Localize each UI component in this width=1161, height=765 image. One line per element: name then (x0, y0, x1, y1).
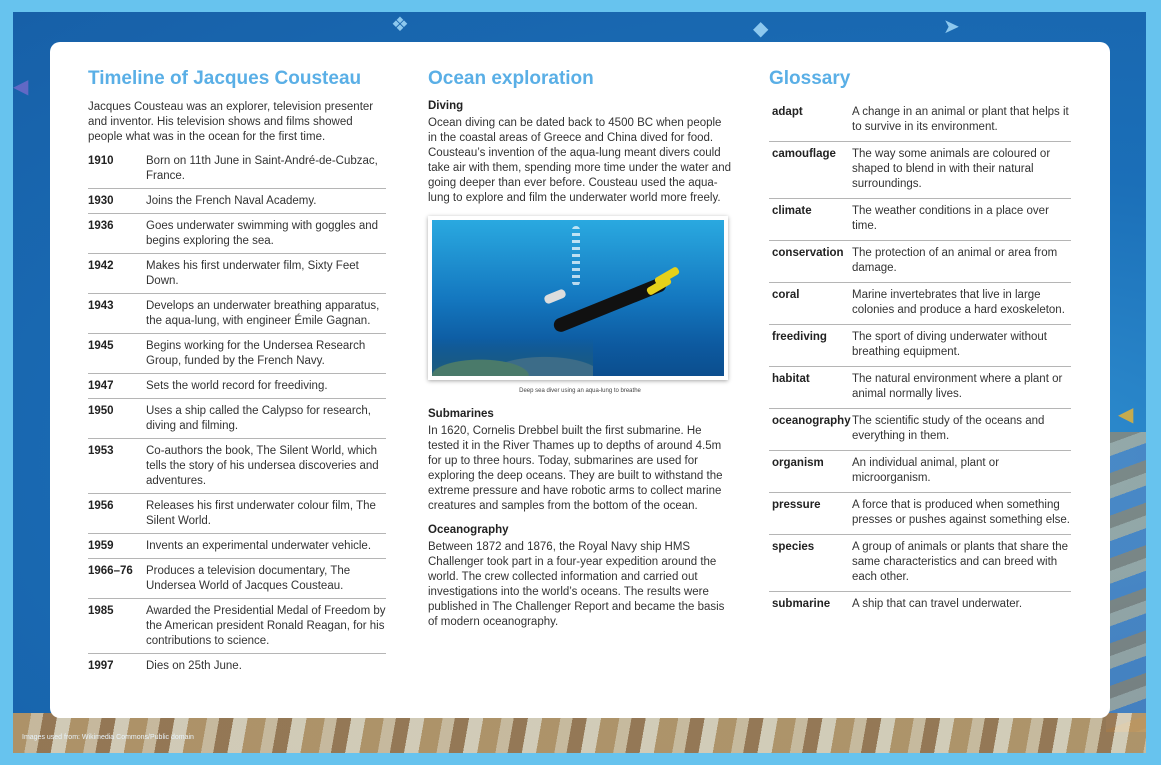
timeline-row (88, 374, 386, 399)
glossary-term: adapt (772, 106, 803, 118)
timeline-row (88, 654, 386, 678)
timeline-row (88, 149, 386, 189)
glossary-definition: The scientific study of the oceans and everything in them. (852, 415, 1045, 442)
timeline-year: 1942 (88, 260, 114, 272)
timeline-year: 1930 (88, 195, 114, 207)
glossary-term: habitat (772, 373, 810, 385)
timeline-row (88, 494, 386, 534)
glossary-definition: A group of animals or plants that share the same characteristics and can breed with each other. (852, 541, 1069, 583)
diving-text: Ocean diving can be dated back to 4500 BC when people in the coastal areas of Greece and China dived for food. Cousteau’s invention of the aqua-lung meant divers could take air with them, spending more time under the water and going deeper than ever before. Cousteau used the aqua-lung to explore and film the underwater world more freely. (428, 117, 731, 204)
glossary-term: coral (772, 289, 800, 301)
glossary-row (769, 409, 1071, 451)
timeline-year: 1959 (88, 540, 114, 552)
glossary-row (769, 241, 1071, 283)
glossary-term: pressure (772, 499, 821, 511)
fish-icon: ◀ (1118, 404, 1134, 426)
timeline-event-text: Invents an experimental underwater vehicle. (146, 540, 372, 552)
bubbles-graphic (572, 226, 580, 286)
glossary-definition: The protection of an animal or area from damage. (852, 247, 1058, 274)
glossary-title: Glossary (769, 68, 851, 89)
diver-image (432, 220, 724, 376)
timeline-row (88, 399, 386, 439)
glossary-definition: A change in an animal or plant that helps it to survive in its environment. (852, 106, 1069, 133)
timeline-row (88, 334, 386, 374)
timeline-year: 1945 (88, 340, 114, 352)
photo-caption: Deep sea diver using an aqua-lung to breathe (519, 388, 641, 394)
timeline-event-text: Produces a television documentary, The Undersea World of Jacques Cousteau. (146, 565, 351, 592)
diver-photo (428, 216, 728, 380)
timeline-year: 1956 (88, 500, 114, 512)
glossary-term: oceanography (772, 415, 851, 427)
timeline-row (88, 439, 386, 494)
timeline-row (88, 189, 386, 214)
glossary-section (769, 68, 1071, 618)
timeline-event-text: Makes his first underwater film, Sixty Feet Down. (146, 260, 359, 287)
glossary-row (769, 142, 1071, 199)
glossary-term: species (772, 541, 815, 553)
timeline-row (88, 599, 386, 654)
glossary-definition: A ship that can travel underwater. (852, 598, 1023, 610)
submarines-heading: Submarines (428, 408, 494, 420)
timeline-year: 1936 (88, 220, 114, 232)
glossary-term: camouflage (772, 148, 836, 160)
glossary-term: submarine (772, 598, 831, 610)
timeline-event-text: Awarded the Presidential Medal of Freedom by the American president Ronald Reagan, for his contributions to science. (146, 605, 386, 647)
air-tank-graphic (543, 288, 567, 305)
timeline-event-text: Dies on 25th June. (146, 660, 242, 672)
ocean-section (428, 68, 732, 640)
timeline-row (88, 559, 386, 599)
timeline-year: 1910 (88, 155, 114, 167)
glossary-term: conservation (772, 247, 844, 259)
timeline-event-text: Goes underwater swimming with goggles and begins exploring the sea. (146, 220, 379, 247)
glossary-definition: The weather conditions in a place over time. (852, 205, 1049, 232)
glossary-row (769, 451, 1071, 493)
timeline-year: 1953 (88, 445, 114, 457)
glossary-row (769, 367, 1071, 409)
coral-graphic (432, 338, 593, 376)
content-panel (50, 42, 1110, 718)
timeline-event-text: Joins the French Naval Academy. (146, 195, 317, 207)
fish-icon: ◆ (753, 18, 769, 40)
timeline-event-text: Releases his first underwater colour film, The Silent World. (146, 500, 376, 527)
timeline-year: 1943 (88, 300, 114, 312)
glossary-list (769, 100, 1071, 618)
timeline-year: 1985 (88, 605, 114, 617)
glossary-term: climate (772, 205, 812, 217)
timeline-list (88, 149, 386, 678)
fish-icon: ◀ (13, 76, 29, 98)
timeline-event-text: Born on 11th June in Saint-André-de-Cubzac, France. (146, 155, 378, 182)
timeline-year: 1947 (88, 380, 114, 392)
glossary-definition: A force that is produced when something presses or pushes against something else. (852, 499, 1070, 526)
glossary-definition: The natural environment where a plant or animal normally lives. (852, 373, 1063, 400)
glossary-definition: The sport of diving underwater without breathing equipment. (852, 331, 1047, 358)
glossary-definition: Marine invertebrates that live in large colonies and produce a hard exoskeleton. (852, 289, 1065, 316)
timeline-intro: Jacques Cousteau was an explorer, television presenter and inventor. His television shows and films showed people what was in the ocean for the first time. (88, 101, 374, 143)
glossary-definition: The way some animals are coloured or shaped to blend in with their natural surroundings. (852, 148, 1051, 190)
timeline-title: Timeline of Jacques Cousteau (88, 68, 362, 89)
timeline-event-text: Develops an underwater breathing apparatus, the aqua-lung, with engineer Émile Gagnan. (146, 300, 380, 327)
submarines-text: In 1620, Cornelis Drebbel built the first submarine. He tested it in the River Thames up to depths of around 4.5m for up to three hours. Today, submarines are used for exploring the deep oceans. They are built to withstand the extreme pressure and have robotic arms to collect marine creatures and samples from the bottom of the ocean. (428, 425, 723, 512)
timeline-event-text: Begins working for the Undersea Research Group, funded by the French Navy. (146, 340, 366, 367)
timeline-year: 1950 (88, 405, 114, 417)
fish-icon: ➤ (943, 16, 960, 38)
timeline-year: 1997 (88, 660, 114, 672)
glossary-definition: An individual animal, plant or microorganism. (852, 457, 1000, 484)
glossary-row (769, 283, 1071, 325)
reef-decoration (13, 713, 1146, 753)
glossary-row (769, 325, 1071, 367)
fish-icon: ❖ (391, 14, 409, 36)
timeline-event-text: Uses a ship called the Calypso for research, diving and filming. (146, 405, 371, 432)
diving-heading: Diving (428, 100, 464, 112)
glossary-row (769, 592, 1071, 618)
timeline-row (88, 254, 386, 294)
timeline-event-text: Sets the world record for freediving. (146, 380, 328, 392)
oceanography-heading: Oceanography (428, 524, 509, 536)
timeline-row (88, 294, 386, 334)
timeline-row (88, 214, 386, 254)
glossary-row (769, 493, 1071, 535)
image-credit: Images used from: Wikimedia Commons/Public domain (22, 734, 194, 741)
glossary-term: organism (772, 457, 824, 469)
glossary-row (769, 199, 1071, 241)
ocean-title: Ocean exploration (428, 68, 594, 89)
timeline-row (88, 534, 386, 559)
timeline-event-text: Co-authors the book, The Silent World, which tells the story of his undersea discoveries and adventures. (146, 445, 379, 487)
reef-decoration (1106, 432, 1146, 732)
timeline-section (88, 68, 386, 678)
glossary-row (769, 100, 1071, 142)
glossary-term: freediving (772, 331, 827, 343)
glossary-row (769, 535, 1071, 592)
timeline-year: 1966–76 (88, 565, 133, 577)
oceanography-text: Between 1872 and 1876, the Royal Navy ship HMS Challenger took part in a four-year expedition around the world. The crew collected information and carried out investigations into the world’s oceans. The results were published in The Challenger Report and became the basis of modern oceanography. (428, 541, 725, 628)
